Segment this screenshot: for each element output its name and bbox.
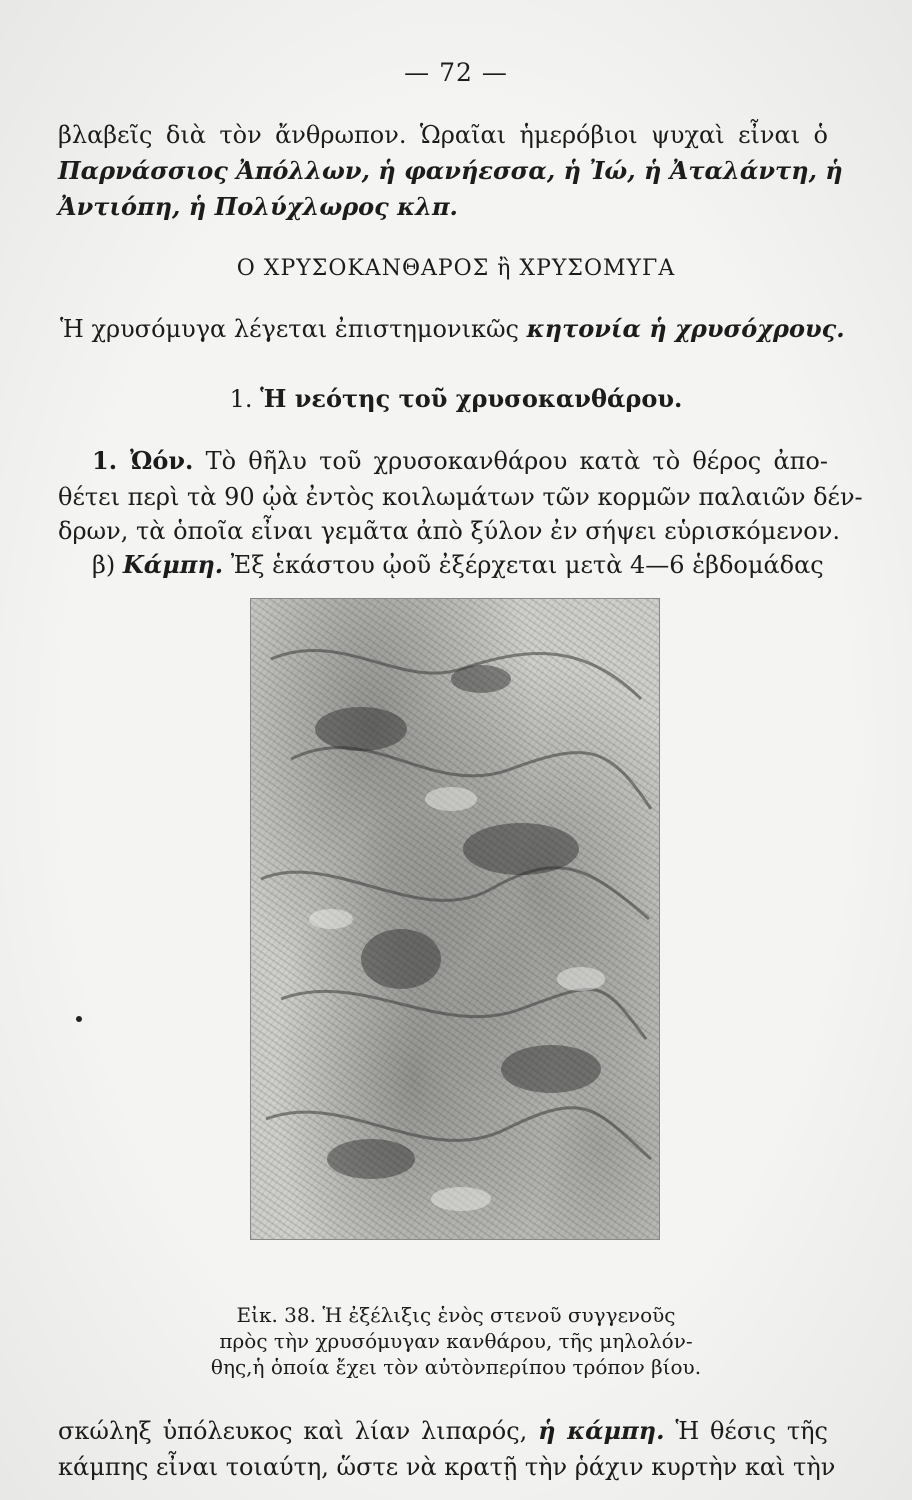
- stray-mark: [76, 1016, 82, 1022]
- closing-text-2: Ἡ θέσις τῆς: [664, 1417, 829, 1445]
- larva-label: Κάμπη.: [122, 550, 224, 579]
- egg-label: 1. Ὠόν.: [92, 446, 194, 475]
- egg-text-1: Τὸ θῆλυ τοῦ χρυσοκανθάρου κατὰ τὸ θέρος ἀπο-: [193, 447, 828, 475]
- subsection-number: 1.: [229, 385, 253, 413]
- egg-line-3: δρων, τὰ ὁποῖα εἶναι γεμᾶτα ἀπὸ ξύλον ἐν σήψει εὑρισκόμενον.: [58, 517, 840, 545]
- scientific-name: κητονία ἡ χρυσόχρους.: [526, 314, 845, 343]
- figure-38-image: [250, 598, 660, 1240]
- intro-line-2: Παρνάσσιος Ἀπόλλων, ἡ φανήεσσα, ἡ Ἰώ, ἡ Ἀταλάντη, ἡ: [58, 156, 843, 185]
- intro-line-3: Ἀντιόπη, ἡ Πολύχλωρος κλπ.: [58, 192, 458, 221]
- scientific-name-line: [60, 314, 845, 344]
- larva-prefix: β): [92, 551, 123, 579]
- figure-texture: [251, 599, 659, 1239]
- figure-caption-line-1: Εἰκ. 38. Ἡ ἐξέλιξις ἑνὸς στενοῦ συγγενοῦς: [236, 1303, 676, 1327]
- figure-caption: [0, 1302, 912, 1380]
- figure-caption-line-3: θης,ἡ ὁποία ἔχει τὸν αὐτὸνπερίπου τρόπον βίου.: [210, 1355, 702, 1379]
- section-title: Ο ΧΡΥΣΟΚΑΝΘΑΡΟΣ ἢ ΧΡΥΣΟΜΥΓΑ: [236, 256, 676, 281]
- figure-caption-line-2: πρὸς τὴν χρυσόμυγαν κανθάρου, τῆς μηλολόν-: [219, 1329, 693, 1353]
- closing-emphasis: ἡ κάμπη.: [538, 1416, 665, 1445]
- closing-text-1: σκώληξ ὑπόλευκος καὶ λίαν λιπαρός,: [58, 1417, 539, 1445]
- closing-line-2: κάμπης εἶναι τοιαύτη, ὥστε νὰ κρατῇ τὴν ῥάχιν κυρτὴν καὶ τὴν: [58, 1453, 836, 1481]
- subsection-title: Ἡ νεότης τοῦ χρυσοκανθάρου.: [260, 384, 683, 413]
- larva-line: [92, 550, 828, 580]
- egg-line-2: θέτει περὶ τὰ 90 ᾠὰ ἐντὸς κοιλωμάτων τῶν κορμῶν παλαιῶν δέν-: [58, 483, 863, 511]
- intro-line-1: βλαβεῖς διὰ τὸν ἄνθρωπον. Ὡραῖαι ἡμερόβιοι ψυχαὶ εἶναι ὁ: [58, 121, 828, 149]
- scientific-prefix: Ἡ χρυσόμυγα λέγεται ἐπιστημονικῶς: [60, 315, 527, 343]
- subsection-heading: [0, 384, 912, 413]
- larva-text: Ἐξ ἑκάστου ᾠοῦ ἐξέρχεται μετὰ 4—6 ἑβδομάδας: [223, 551, 824, 579]
- egg-line-1: [92, 446, 828, 476]
- closing-line-1: [58, 1416, 828, 1446]
- page-number: — 72 —: [404, 58, 508, 87]
